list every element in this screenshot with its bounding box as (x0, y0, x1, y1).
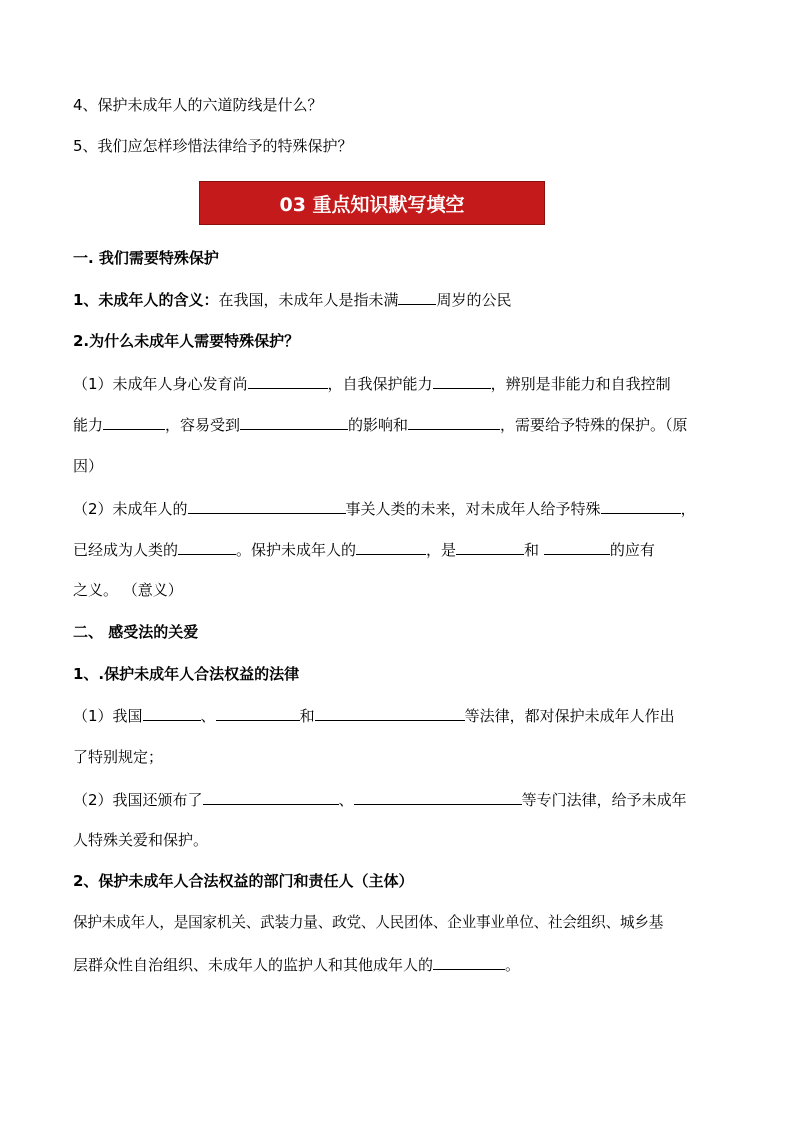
p1-a: （1）未成年人身心发育尚 (73, 375, 248, 393)
p1-g: ，需要给予特殊的保护。（原 (500, 416, 688, 434)
part1-heading: 一. 我们需要特殊保护 (73, 249, 219, 267)
blank-13[interactable] (143, 705, 201, 721)
part2-p3-line2 (73, 954, 733, 975)
blank-3[interactable] (433, 373, 491, 389)
section-title-banner (199, 181, 545, 225)
blank-14[interactable] (216, 705, 300, 721)
blank-2[interactable] (248, 373, 328, 389)
p2-3-b: 层群众性自治组织、未成年人的监护人和其他成年人的 (73, 956, 434, 974)
blank-16[interactable] (203, 789, 339, 805)
item1-text-a: 在我国，未成年人是指未满 (218, 291, 399, 309)
p1-c: ，辨别是非能力和自我控制 (490, 375, 671, 393)
part2-heading: 二、 感受法的关爱 (73, 623, 199, 641)
p2-e: 。保护未成年人的 (236, 541, 357, 559)
blank-10[interactable] (356, 539, 426, 555)
p2-g: 和 (524, 541, 544, 559)
blank-18[interactable] (433, 954, 505, 970)
p2-2-c: 等专门法律，给予未成年 (521, 791, 687, 809)
p2-f: ，是 (426, 541, 457, 559)
p1-f: 的影响和 (348, 416, 409, 434)
question-4: 4、保护未成年人的六道防线是什么？ (73, 96, 323, 114)
blank-11[interactable] (456, 539, 524, 555)
blank-1[interactable] (398, 289, 436, 305)
p2-3-c: 。 (505, 956, 521, 974)
blank-12[interactable] (544, 539, 610, 555)
part1-item2-heading: 2.为什么未成年人需要特殊保护？ (73, 332, 300, 350)
p1-b: ，自我保护能力 (327, 375, 433, 393)
part1-p2-line3: 之义。 （意义） (73, 581, 183, 599)
blank-6[interactable] (408, 414, 500, 430)
part2-p2-line2: 人特殊关爱和保护。 (73, 831, 209, 849)
p1-d: 能力 (73, 416, 104, 434)
p2-1-a: （1）我国 (73, 707, 143, 725)
part2-item2-heading: 2、保护未成年人合法权益的部门和责任人（主体） (73, 872, 414, 890)
blank-9[interactable] (178, 539, 236, 555)
p2-2-b: 、 (338, 791, 354, 809)
blank-4[interactable] (103, 414, 165, 430)
part1-p2-line1 (73, 498, 733, 519)
p2-h: 的应有 (609, 541, 655, 559)
part2-p2-line1 (73, 789, 733, 810)
part1-p1-line1 (73, 373, 733, 394)
item1-text-b: 周岁的公民 (436, 291, 512, 309)
part2-p3-line1: 保护未成年人，是国家机关、武装力量、政党、人民团体、企业事业单位、社会组织、城乡基 (73, 914, 664, 931)
p2-2-a: （2）我国还颁布了 (73, 791, 203, 809)
section-title: 03 重点知识默写填空 (279, 193, 465, 216)
p2-1-c: 和 (299, 707, 315, 725)
part2-p1-line1 (73, 705, 733, 726)
blank-15[interactable] (315, 705, 465, 721)
blank-8[interactable] (601, 498, 681, 514)
p2-1-b: 、 (200, 707, 216, 725)
p1-e: ，容易受到 (165, 416, 241, 434)
p2-a: （2）未成年人的 (73, 500, 188, 518)
p2-1-d: 等法律，都对保护未成年人作出 (464, 707, 675, 725)
question-5: 5、我们应怎样珍惜法律给予的特殊保护？ (73, 137, 353, 155)
part2-item1-heading: 1、.保护未成年人合法权益的法律 (73, 665, 300, 683)
item1-label: 1、未成年人的含义： (73, 291, 219, 309)
part1-p1-line3: 因） (73, 457, 104, 475)
blank-7[interactable] (188, 498, 346, 514)
part1-item1 (73, 289, 733, 310)
blank-17[interactable] (354, 789, 522, 805)
part1-p1-line2 (73, 414, 733, 435)
blank-5[interactable] (240, 414, 348, 430)
p2-c: ， (680, 500, 696, 518)
p2-b: 事关人类的未来，对未成年人给予特殊 (345, 500, 601, 518)
p2-d: 已经成为人类的 (73, 541, 179, 559)
part2-p1-line2: 了特别规定； (73, 748, 164, 766)
part1-p2-line2 (73, 539, 733, 560)
